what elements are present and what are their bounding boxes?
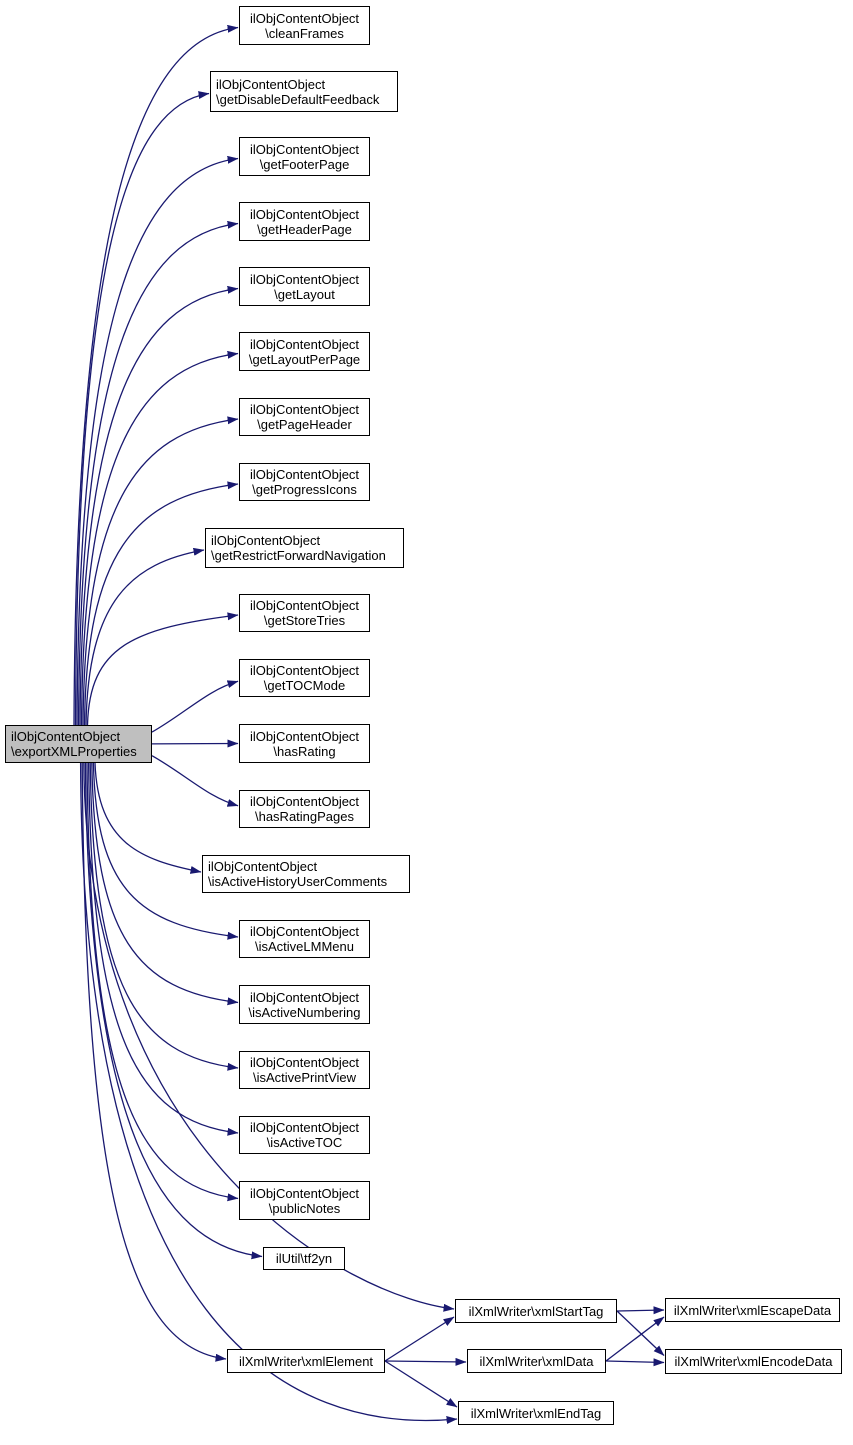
graph-node-getLayoutPerPage[interactable] [239, 332, 370, 371]
edge-exportXMLProperties-getProgressIcons [85, 484, 239, 725]
node-label-line: \isActiveNumbering [248, 1004, 361, 1020]
node-label-line: ilObjContentObject [249, 598, 360, 613]
graph-node-getHeaderPage[interactable] [239, 202, 370, 241]
graph-node-isActiveNumbering[interactable] [239, 985, 370, 1024]
node-label-line: \publicNotes [268, 1200, 341, 1216]
graph-node-isActiveTOC[interactable] [239, 1116, 370, 1154]
node-label-line: ilXmlWriter\xmlElement [238, 1353, 374, 1369]
graph-node-isActiveHistoryUserComments[interactable] [202, 855, 410, 893]
node-label-line: \getDisableDefaultFeedback [216, 91, 380, 107]
graph-node-getStoreTries[interactable] [239, 594, 370, 632]
edge-exportXMLProperties-isActiveHistoryUserComments [95, 763, 201, 872]
node-label-line: ilUtil\tf2yn [275, 1251, 333, 1266]
graph-node-xmlEndTag[interactable] [458, 1401, 614, 1425]
node-label-line: \getStoreTries [263, 613, 346, 628]
node-label-line: \getRestrictForwardNavigation [211, 548, 386, 563]
node-label-line: ilObjContentObject [249, 467, 360, 482]
node-label-line: ilObjContentObject [249, 10, 360, 26]
node-label-line: ilObjContentObject [249, 1120, 360, 1135]
node-label-line: ilObjContentObject [216, 76, 326, 92]
edge-exportXMLProperties-getTOCMode [152, 681, 238, 732]
edge-xmlStartTag-xmlEscapeData [617, 1310, 664, 1311]
node-label-line: \getHeaderPage [257, 221, 352, 237]
graph-node-xmlStartTag[interactable] [455, 1299, 617, 1323]
node-label-line: \getLayoutPerPage [248, 351, 361, 367]
node-label-line: \cleanFrames [265, 25, 344, 41]
node-label-line: ilObjContentObject [249, 663, 360, 678]
edge-exportXMLProperties-getFooterPage [77, 159, 238, 726]
node-label-line: ilObjContentObject [249, 989, 360, 1005]
node-label-line: \getLayout [274, 286, 335, 302]
graph-node-exportXMLProperties[interactable] [5, 725, 152, 763]
graph-node-tf2yn[interactable] [263, 1247, 345, 1270]
graph-node-xmlEncodeData[interactable] [665, 1349, 842, 1374]
edge-exportXMLProperties-hasRatingPages [152, 756, 238, 806]
graph-node-publicNotes[interactable] [239, 1181, 370, 1220]
node-label-line: \getTOCMode [263, 678, 346, 693]
node-label-line: ilObjContentObject [249, 141, 360, 157]
node-label-line: ilObjContentObject [208, 859, 318, 874]
node-label-line: ilObjContentObject [11, 729, 121, 744]
node-label-line: \getProgressIcons [252, 482, 357, 497]
node-label-line: ilXmlWriter\xmlStartTag [468, 1303, 604, 1319]
graph-node-xmlEscapeData[interactable] [665, 1298, 840, 1322]
edge-exportXMLProperties-xmlStartTag [84, 763, 454, 1309]
graph-node-getLayout[interactable] [239, 267, 370, 306]
node-label-line: ilObjContentObject [249, 794, 360, 809]
edge-xmlElement-xmlEndTag [385, 1361, 457, 1407]
node-label-line: ilObjContentObject [249, 402, 360, 417]
graph-node-hasRatingPages[interactable] [239, 790, 370, 828]
graph-node-getDisableDefaultFeedback[interactable] [210, 71, 398, 112]
edge-exportXMLProperties-tf2yn [85, 763, 262, 1257]
graph-node-xmlElement[interactable] [227, 1349, 385, 1373]
edge-exportXMLProperties-getHeaderPage [79, 224, 239, 726]
node-label-line: \hasRatingPages [254, 809, 354, 824]
node-label-line: ilObjContentObject [249, 728, 360, 744]
node-label-line: ilObjContentObject [249, 924, 360, 939]
node-label-line: \hasRating [273, 743, 336, 759]
edge-exportXMLProperties-getStoreTries [88, 615, 239, 725]
graph-node-getPageHeader[interactable] [239, 398, 370, 436]
node-label-line: ilXmlWriter\xmlData [479, 1353, 594, 1369]
edge-xmlStartTag-xmlEncodeData [617, 1311, 664, 1356]
graph-node-getFooterPage[interactable] [239, 137, 370, 176]
node-label-line: \exportXMLProperties [11, 744, 137, 759]
graph-node-cleanFrames[interactable] [239, 6, 370, 45]
edge-exportXMLProperties-isActiveLMMenu [93, 763, 238, 937]
graph-node-isActivePrintView[interactable] [239, 1051, 370, 1089]
edge-xmlElement-xmlStartTag [385, 1317, 454, 1361]
graph-node-hasRating[interactable] [239, 724, 370, 763]
node-label-line: \getFooterPage [259, 156, 350, 172]
edge-exportXMLProperties-isActiveTOC [89, 763, 238, 1133]
node-label-line: \isActiveLMMenu [255, 939, 354, 954]
node-label-line: ilXmlWriter\xmlEncodeData [674, 1354, 833, 1369]
edge-xmlData-xmlEscapeData [606, 1317, 664, 1361]
edge-xmlData-xmlEncodeData [606, 1361, 664, 1363]
edge-xmlElement-xmlData [385, 1361, 466, 1362]
node-label-line: ilXmlWriter\xmlEscapeData [673, 1302, 832, 1318]
node-label-line: \isActiveHistoryUserComments [208, 874, 388, 889]
node-label-line: ilXmlWriter\xmlEndTag [470, 1405, 602, 1421]
edge-exportXMLProperties-getLayout [80, 289, 238, 726]
edge-exportXMLProperties-getPageHeader [83, 419, 238, 725]
node-label-line: ilObjContentObject [211, 533, 321, 548]
graph-node-getProgressIcons[interactable] [239, 463, 370, 501]
node-label-line: \isActiveTOC [266, 1135, 343, 1150]
node-label-line: ilObjContentObject [249, 1055, 360, 1070]
node-label-line: ilObjContentObject [249, 336, 360, 352]
edge-exportXMLProperties-publicNotes [87, 763, 238, 1199]
graph-node-xmlData[interactable] [467, 1349, 606, 1373]
node-label-line: ilObjContentObject [249, 206, 360, 222]
edge-exportXMLProperties-getRestrictForwardNavigation [86, 550, 204, 725]
node-label-line: ilObjContentObject [249, 1185, 360, 1201]
graph-node-getRestrictForwardNavigation[interactable] [205, 528, 404, 568]
node-label-line: \getPageHeader [257, 417, 352, 432]
graph-node-getTOCMode[interactable] [239, 659, 370, 697]
edge-exportXMLProperties-cleanFrames [74, 28, 238, 726]
node-label-line: ilObjContentObject [249, 271, 360, 287]
graph-node-isActiveLMMenu[interactable] [239, 920, 370, 958]
node-label-line: \isActivePrintView [252, 1070, 357, 1085]
edge-exportXMLProperties-isActivePrintView [90, 763, 238, 1068]
